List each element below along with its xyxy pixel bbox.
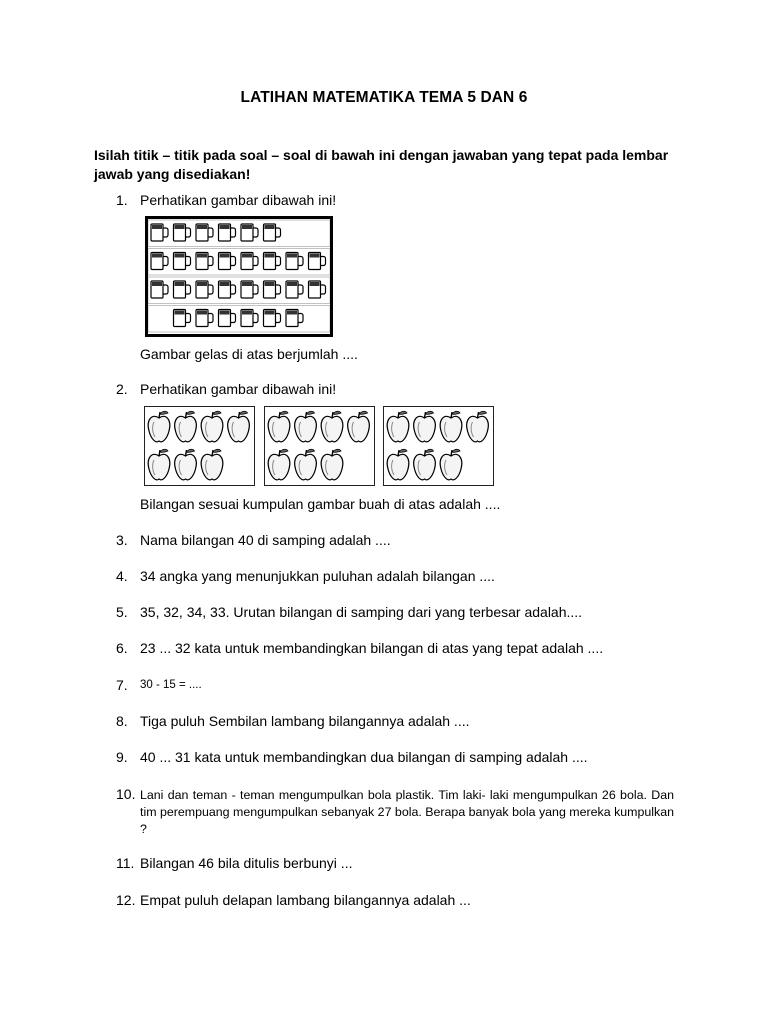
mug-row <box>148 220 330 247</box>
apple-icon <box>348 411 370 442</box>
question-number: 2. <box>116 381 128 397</box>
question-text: 23 ... 32 kata untuk membandingkan bilangan di atas yang tepat adalah .... <box>140 640 604 656</box>
apple-icon <box>321 411 343 442</box>
mug-row <box>148 306 330 333</box>
page-title: LATIHAN MATEMATIKA TEMA 5 DAN 6 <box>240 89 528 106</box>
apple-icon <box>295 449 317 480</box>
apple-icon <box>387 411 409 442</box>
apple-icon <box>148 449 170 480</box>
apple-icon <box>321 449 343 480</box>
question-2-subtext: Bilangan sesuai kumpulan gambar buah di atas adalah .... <box>140 496 501 512</box>
question-number: 9. <box>116 749 128 765</box>
question-text: 40 ... 31 kata untuk membandingkan dua bilangan di samping adalah .... <box>140 749 588 765</box>
question-text: 30 - 15 = .... <box>140 679 202 691</box>
mug-grid <box>148 219 330 334</box>
apple-icon <box>201 411 223 442</box>
apple-icon <box>414 449 436 480</box>
apple-icon <box>268 411 290 442</box>
question-text: Bilangan 46 bila ditulis berbunyi ... <box>140 855 353 871</box>
question-number: 1. <box>116 192 128 208</box>
question-number: 8. <box>116 713 128 729</box>
instruction-text: Isilah titik – titik pada soal – soal di bawah ini dengan jawaban yang tepat pada lembar jawab yang disediakan! <box>94 147 669 182</box>
apple-group-1 <box>144 406 255 486</box>
question-text: Empat puluh delapan lambang bilangannya adalah ... <box>140 892 471 908</box>
question-text: Nama bilangan 40 di samping adalah .... <box>140 532 391 548</box>
question-text: Lani dan teman - teman mengumpulkan bola plastik. Tim laki- laki mengumpulkan 26 bola. Dan tim perempuang mengumpulkan sebanyak 27 bola. Berapa banyak bola yang mereka kumpulkan ? <box>140 788 674 836</box>
question-number: 11. <box>116 855 135 871</box>
apple-icon <box>228 411 250 442</box>
apple-icon <box>175 411 197 442</box>
question-number: 5. <box>116 604 128 620</box>
apple-icon <box>414 411 436 442</box>
apple-icon <box>148 411 170 442</box>
apple-icon <box>295 411 317 442</box>
mug-row <box>148 249 330 276</box>
apple-icon <box>175 449 197 480</box>
question-text: Perhatikan gambar dibawah ini! <box>140 381 337 397</box>
apple-icon <box>268 449 290 480</box>
apple-icon <box>201 449 223 480</box>
question-text: 34 angka yang menunjukkan puluhan adalah bilangan .... <box>140 568 495 584</box>
question-number: 12. <box>116 892 136 908</box>
question-number: 7. <box>116 677 128 693</box>
apple-group-2 <box>264 406 375 486</box>
question-number: 4. <box>116 568 128 584</box>
question-number: 10. <box>116 786 136 802</box>
apple-icon <box>440 411 462 442</box>
question-number: 6. <box>116 640 128 656</box>
question-1-subtext: Gambar gelas di atas berjumlah .... <box>140 346 358 362</box>
mug-figure <box>145 216 333 337</box>
apple-icon <box>387 449 409 480</box>
apple-group-3 <box>383 406 494 486</box>
apple-icon <box>440 449 462 480</box>
question-text: Perhatikan gambar dibawah ini! <box>140 192 337 208</box>
question-number: 3. <box>116 532 128 548</box>
mug-row <box>148 277 330 304</box>
question-text: Tiga puluh Sembilan lambang bilangannya adalah .... <box>140 713 470 729</box>
apple-icon <box>467 411 489 442</box>
question-text: 35, 32, 34, 33. Urutan bilangan di samping dari yang terbesar adalah.... <box>140 604 583 620</box>
